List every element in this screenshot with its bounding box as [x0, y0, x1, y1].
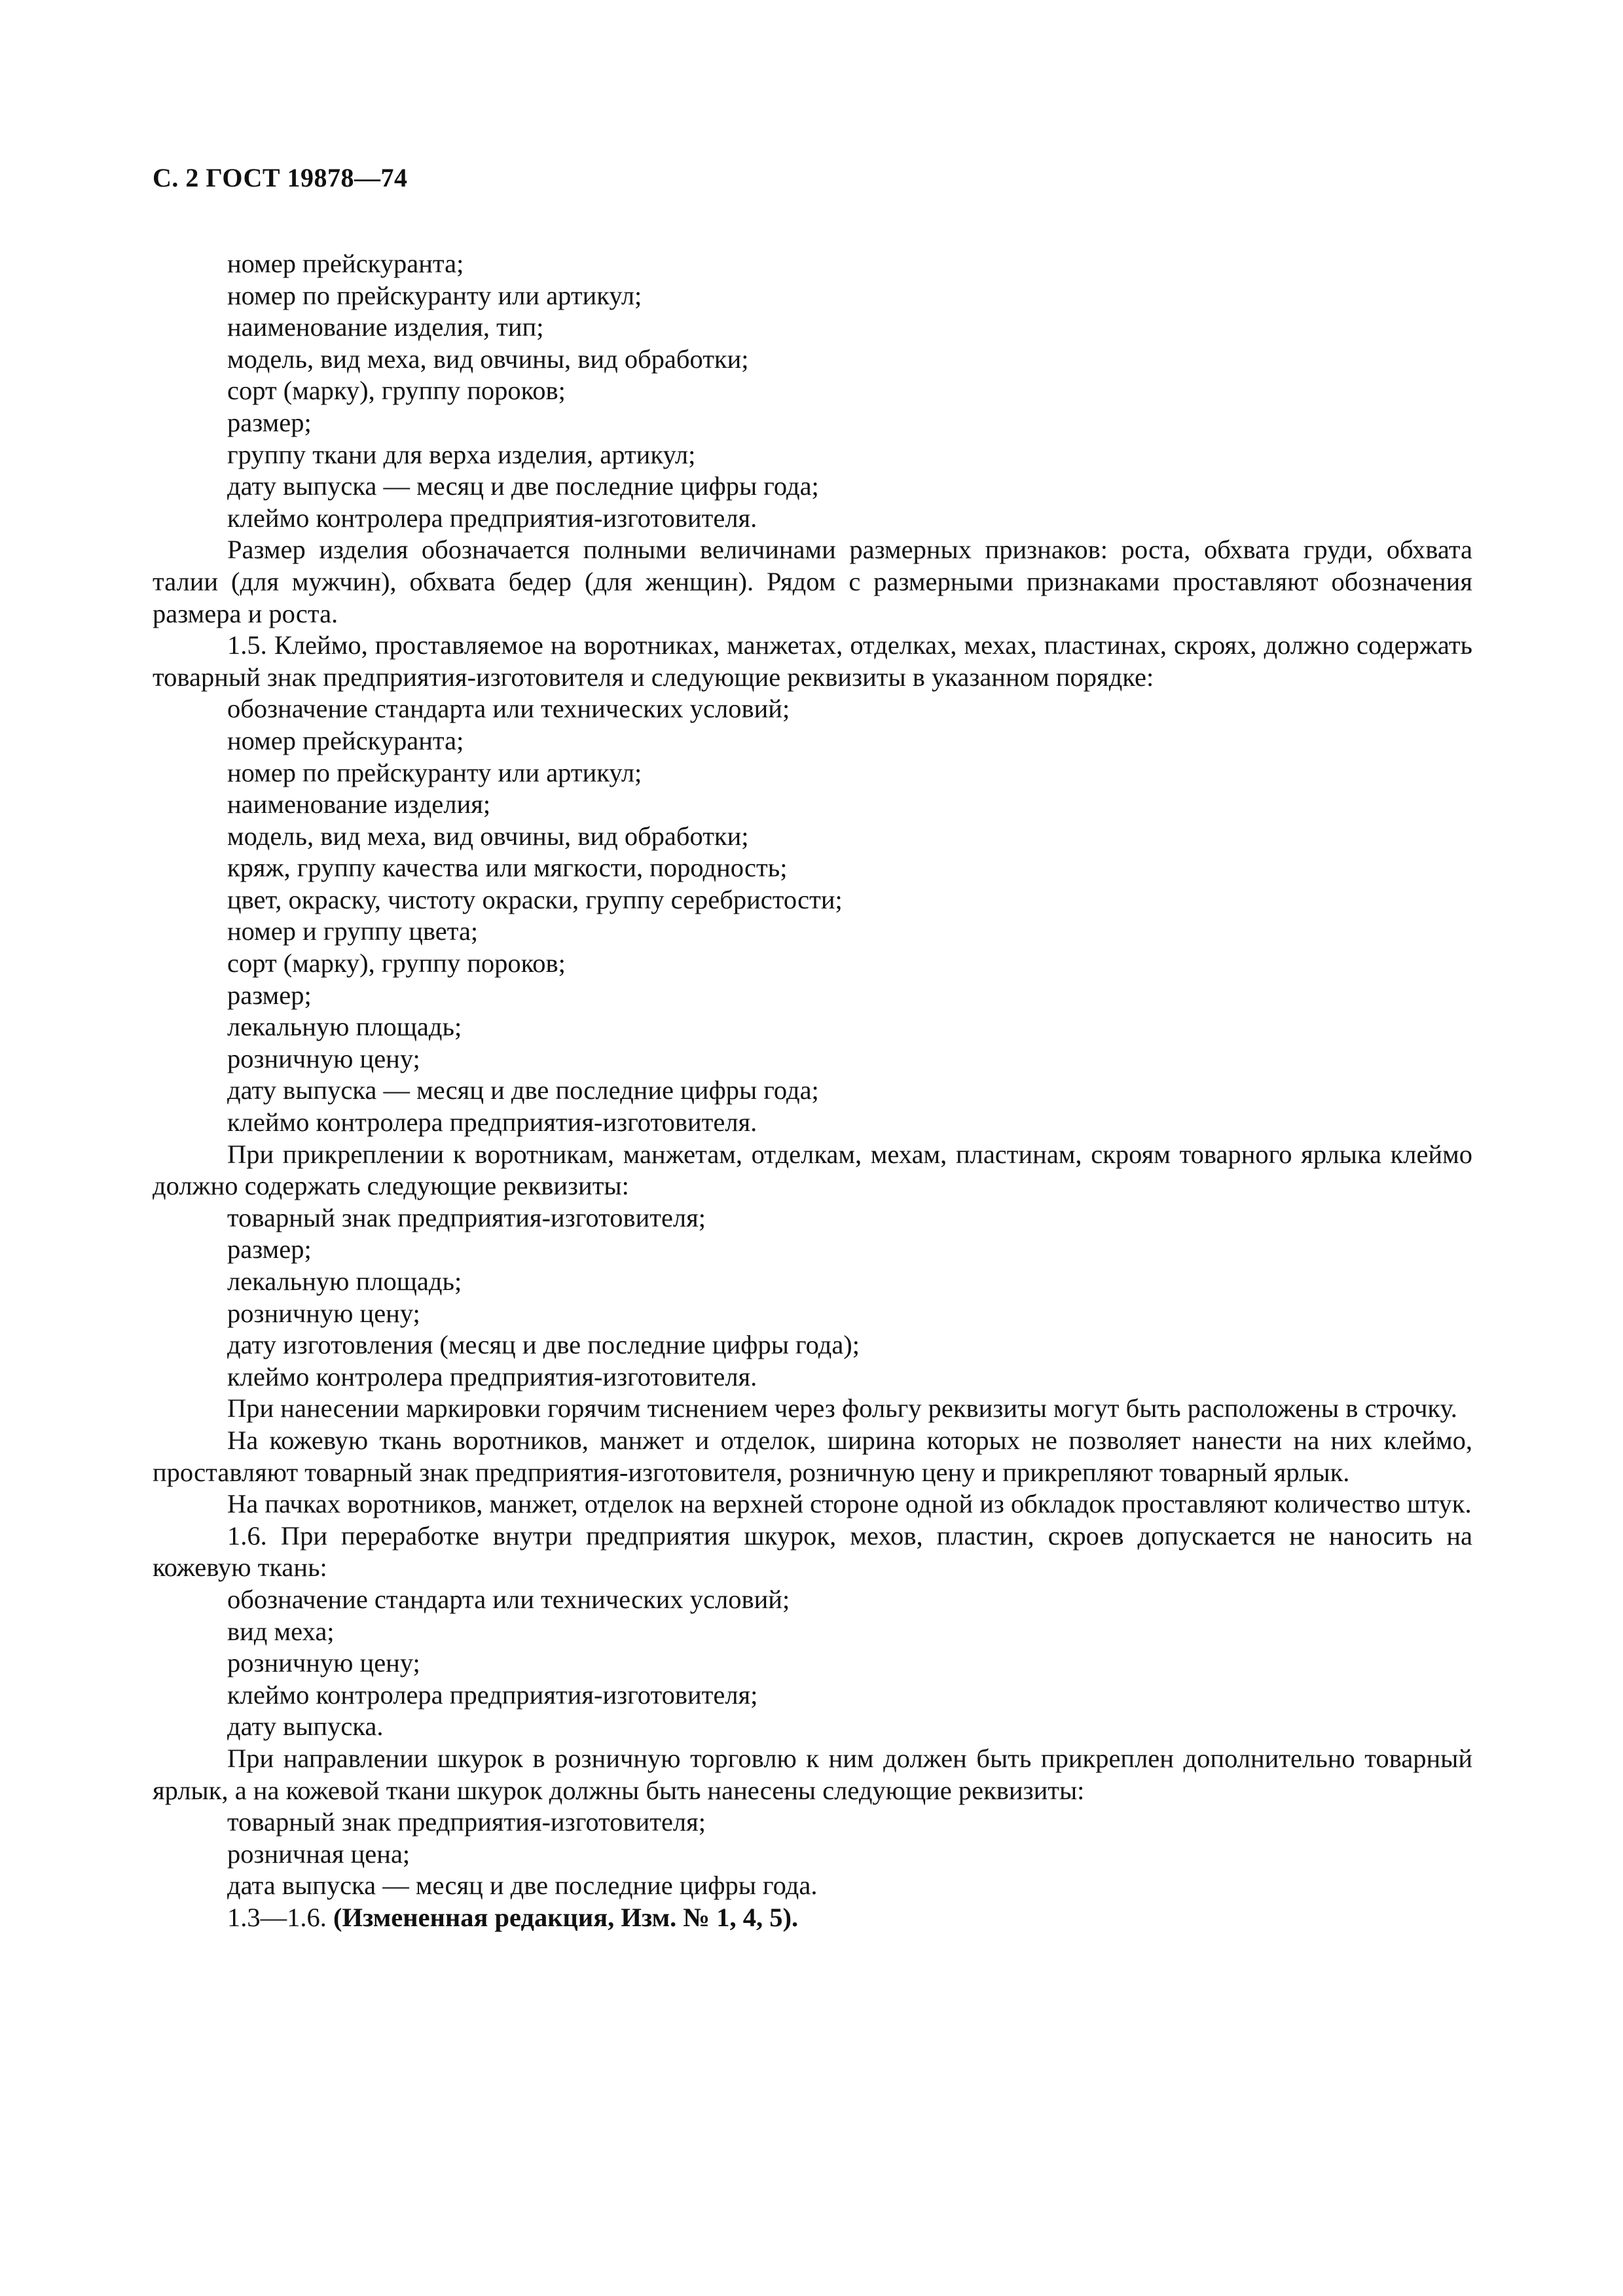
list-b: [153, 693, 1472, 1138]
list-item: розничную цену;: [227, 1043, 420, 1073]
list-item: клеймо контролера предприятия-изготовителя;: [227, 1679, 758, 1710]
list-item: модель, вид меха, вид овчины, вид обработки;: [227, 821, 749, 851]
paragraph-packs: На пачках воротников, манжет, отделок на верхней стороне одной из обкладок проставляют количество штук.: [227, 1489, 1472, 1519]
list-item: сорт (марку), группу пороков;: [227, 376, 566, 406]
list-item: модель, вид меха, вид овчины, вид обработки;: [227, 344, 749, 374]
list-item: номер и группу цвета;: [227, 916, 479, 946]
paragraph-size-designation: Размер изделия обозначается полными величинами размерных признаков: роста, обхвата груди, обхвата талии (для мужчин), обхвата бедер (для женщин). Рядом с размерными признаками проставляют обозначения размера и роста.: [153, 535, 1472, 628]
list-item: дату выпуска — месяц и две последние цифры года;: [227, 1075, 819, 1105]
list-item: дату выпуска.: [227, 1712, 384, 1742]
list-item: дату выпуска — месяц и две последние цифры года;: [227, 471, 819, 501]
amendment-ref: 1.3—1.6.: [227, 1902, 327, 1932]
list-item: клеймо контролера предприятия-изготовителя.: [227, 1361, 757, 1391]
list-item: кряж, группу качества или мягкости, породность;: [227, 853, 788, 883]
paragraph-1-6: 1.6. При переработке внутри предприятия шкурок, мехов, пластин, скроев допускается не наносить на кожевую ткань:: [153, 1520, 1472, 1583]
paragraph-leather-tissue: На кожевую ткань воротников, манжет и отделок, ширина которых не позволяет нанести на них клеймо, проставляют товарный знак предприятия-изготовителя, розничную цену и прикрепляют товарный ярлык.: [153, 1425, 1472, 1487]
paragraph-retail: При направлении шкурок в розничную торговлю к ним должен быть прикреплен дополнительно товарный ярлык, а на кожевой ткани шкурок должны быть нанесены следующие реквизиты:: [153, 1743, 1472, 1805]
list-item: группу ткани для верха изделия, артикул;: [227, 439, 696, 469]
list-item: клеймо контролера предприятия-изготовителя.: [227, 1107, 757, 1138]
list-item: размер;: [227, 407, 312, 437]
list-item: номер прейскуранта;: [227, 725, 464, 755]
list-item: товарный знак предприятия-изготовителя;: [227, 1202, 706, 1232]
amendment-text: (Измененная редакция, Изм. № 1, 4, 5).: [333, 1902, 799, 1932]
list-item: номер по прейскуранту или артикул;: [227, 280, 642, 310]
list-item: дату изготовления (месяц и две последние цифры года);: [227, 1330, 860, 1360]
list-item: размер;: [227, 980, 312, 1010]
list-item: размер;: [227, 1234, 312, 1265]
list-item: цвет, окраску, чистоту окраски, группу серебристости;: [227, 884, 843, 914]
list-item: номер прейскуранта;: [227, 249, 464, 278]
list-item: лекальную площадь;: [227, 1012, 462, 1042]
list-item: обозначение стандарта или технических условий;: [227, 694, 790, 724]
list-item: вид меха;: [227, 1616, 335, 1646]
list-item: дата выпуска — месяц и две последние цифры года.: [227, 1871, 818, 1901]
list-item: обозначение стандарта или технических условий;: [227, 1584, 790, 1614]
list-item: клеймо контролера предприятия-изготовителя.: [227, 503, 757, 533]
paragraph-hot-stamping: При нанесении маркировки горячим тиснением через фольгу реквизиты могут быть расположены в строчку.: [227, 1393, 1457, 1424]
list-a: [153, 248, 1472, 534]
list-e: [153, 1806, 1472, 1902]
paragraph-1-5: 1.5. Клеймо, проставляемое на воротниках, манжетах, отделках, мехах, пластинах, скроях, должно содержать товарный знак предприятия-изготовителя и следующие реквизиты в указанном порядке:: [153, 630, 1472, 692]
list-c: [153, 1202, 1472, 1393]
list-item: розничную цену;: [227, 1298, 420, 1328]
list-d: [153, 1584, 1472, 1743]
list-item: товарный знак предприятия-изготовителя;: [227, 1807, 706, 1837]
list-item: розничную цену;: [227, 1648, 420, 1678]
list-item: сорт (марку), группу пороков;: [227, 948, 566, 978]
amendment-note: [153, 1902, 1472, 1934]
list-item: наименование изделия;: [227, 789, 491, 819]
list-item: розничная цена;: [227, 1839, 410, 1869]
paragraph-attachment: При прикреплении к воротникам, манжетам, отделкам, мехам, пластинам, скроям товарного ярлыка клеймо должно содержать следующие реквизиты:: [153, 1139, 1472, 1201]
page-header: С. 2 ГОСТ 19878—74: [153, 163, 408, 192]
list-item: лекальную площадь;: [227, 1266, 462, 1296]
list-item: номер по прейскуранту или артикул;: [227, 757, 642, 787]
list-item: наименование изделия, тип;: [227, 312, 544, 342]
document-body: [153, 248, 1472, 1933]
